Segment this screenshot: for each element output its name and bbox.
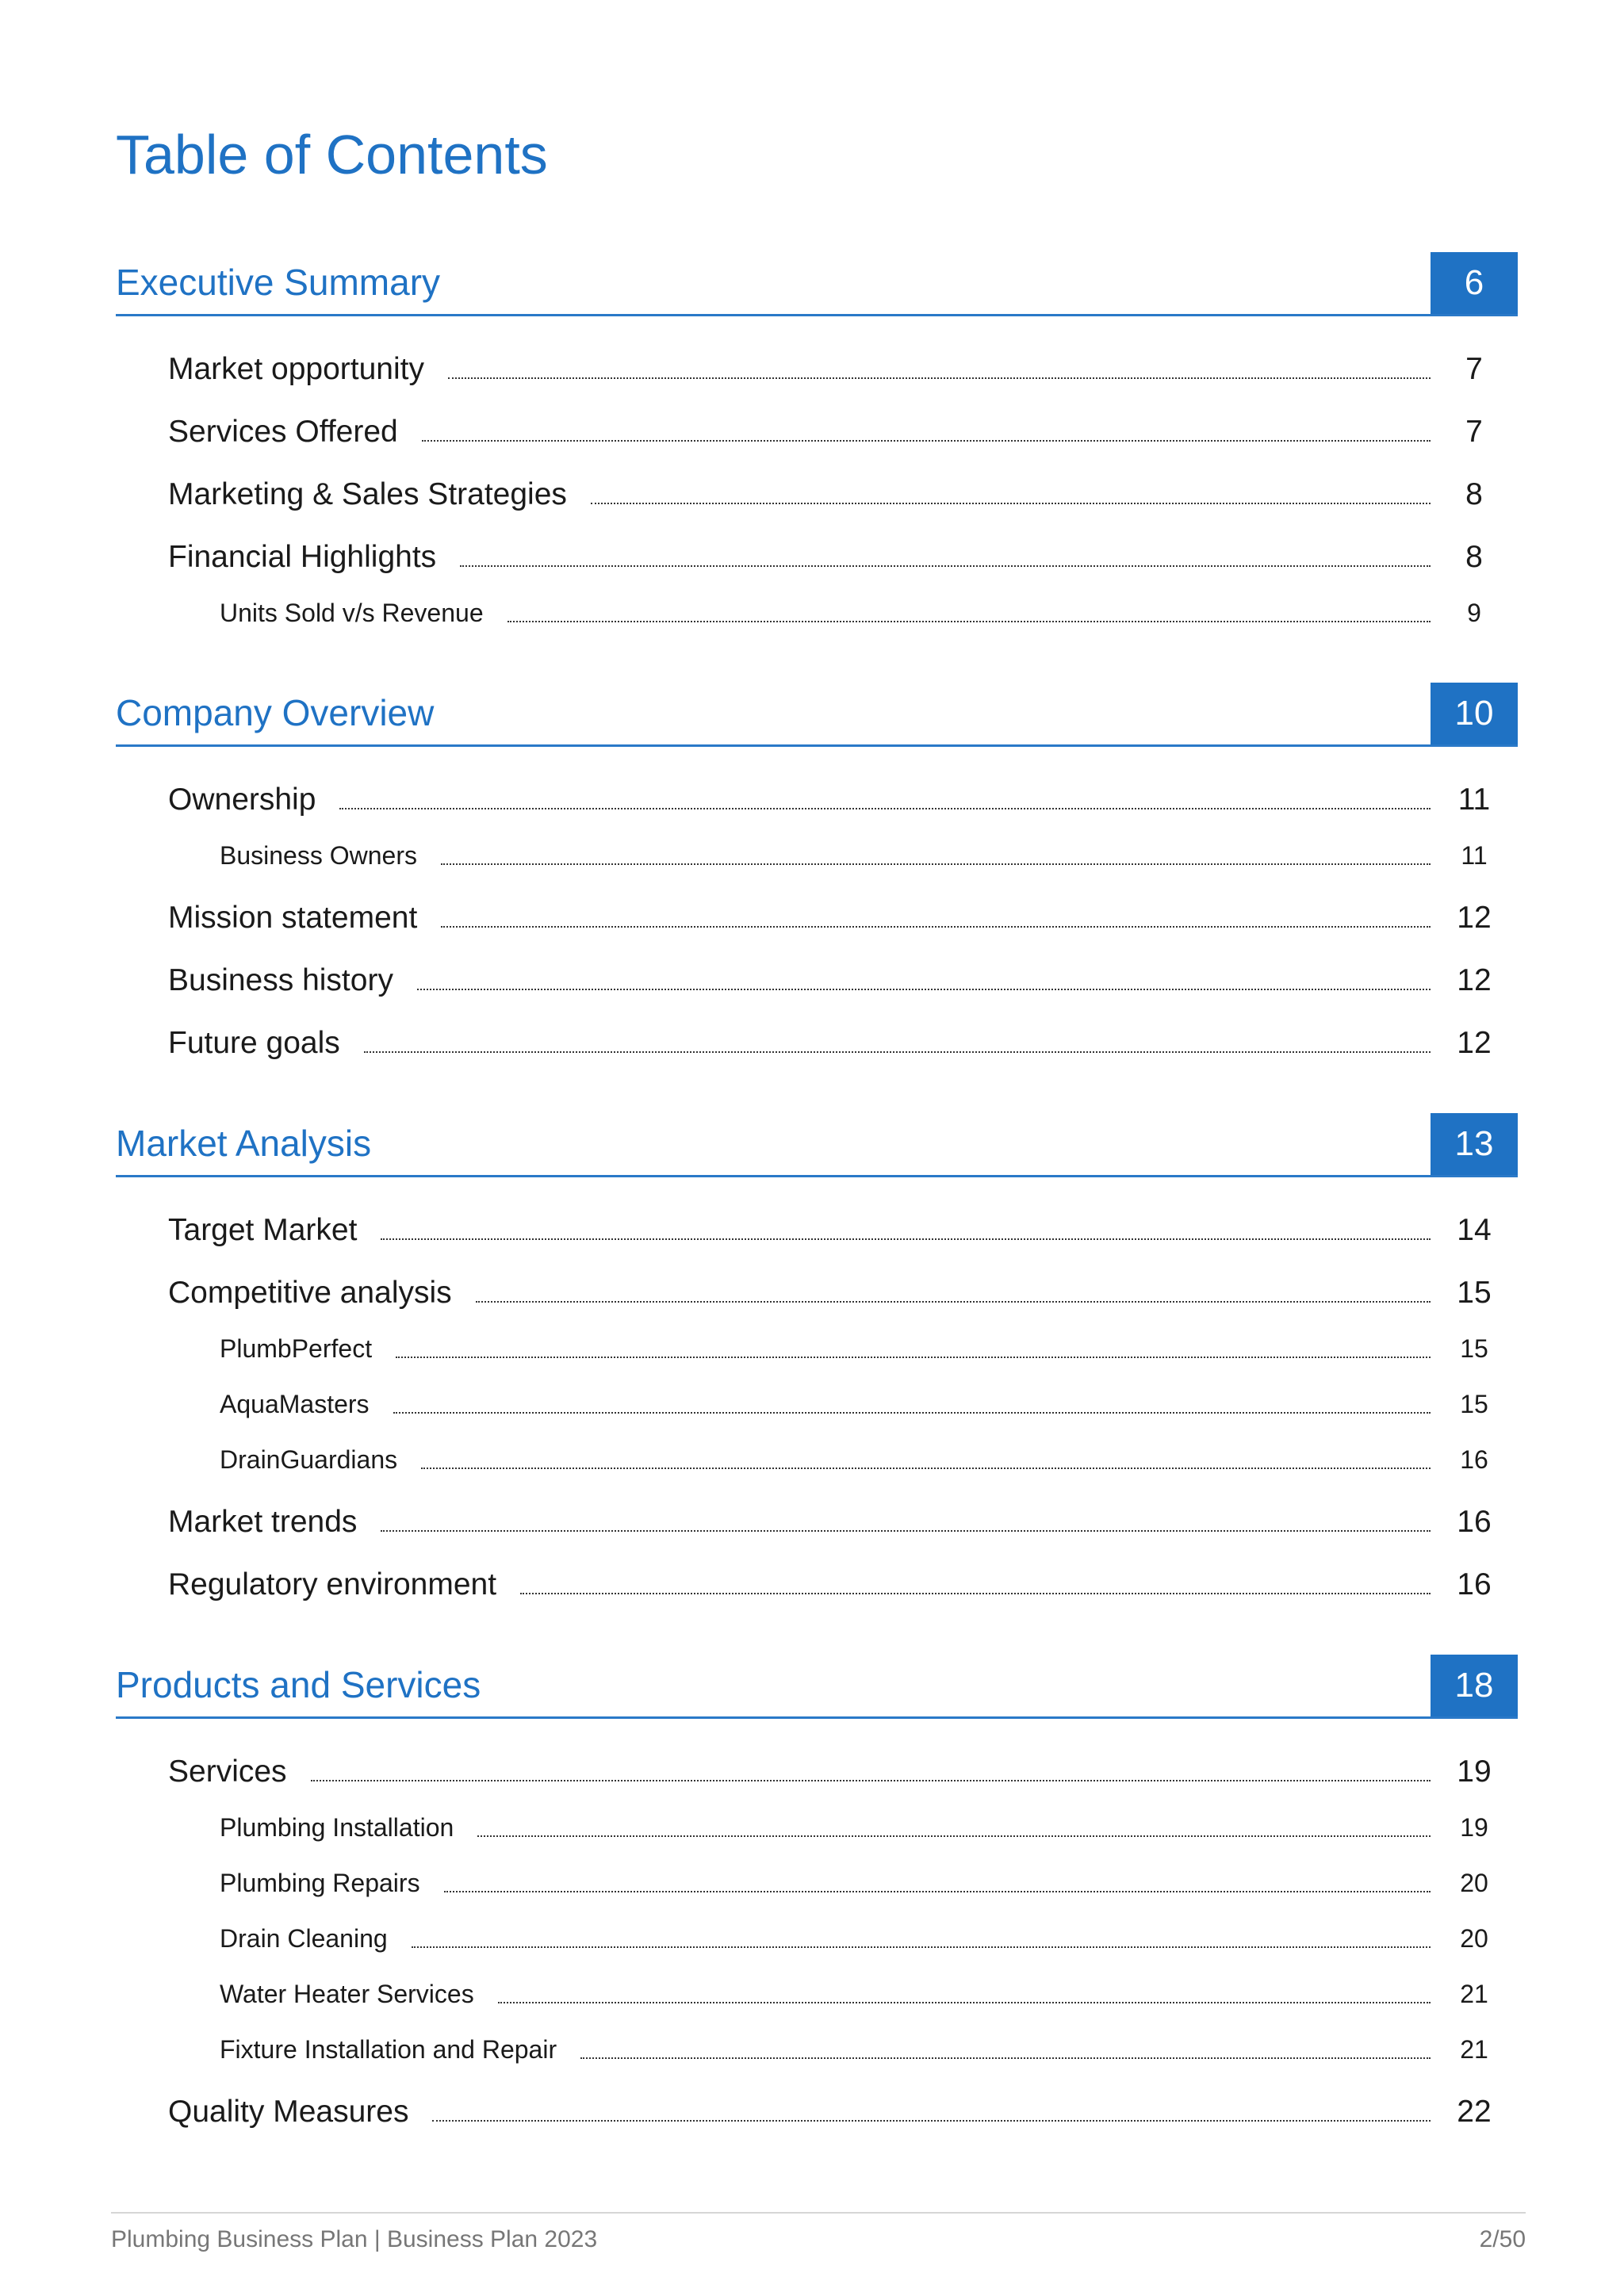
entry-label: Business history — [168, 963, 393, 997]
section-header[interactable] — [116, 252, 1518, 316]
dot-leader — [339, 808, 1431, 809]
entry-label: Market opportunity — [168, 352, 424, 386]
dot-leader — [311, 1780, 1431, 1781]
section-entries — [116, 1177, 1518, 1612]
dot-leader — [381, 1530, 1431, 1532]
entry-page-number: 9 — [1467, 599, 1481, 627]
entry-label: Future goals — [168, 1026, 340, 1060]
entry-page-number: 15 — [1457, 1276, 1492, 1310]
entry-label: Mission statement — [168, 901, 418, 935]
entry-page-number: 7 — [1465, 352, 1483, 386]
section-page-number: 18 — [1431, 1655, 1518, 1716]
toc-entry[interactable] — [116, 459, 1518, 522]
entry-page-number: 20 — [1460, 1924, 1488, 1953]
entry-label: Services — [168, 1755, 287, 1789]
dot-leader — [476, 1301, 1431, 1303]
toc-section — [116, 252, 1518, 640]
toc-entry[interactable] — [116, 764, 1518, 827]
entry-page-number: 15 — [1460, 1334, 1488, 1363]
section-page-number: 6 — [1431, 252, 1518, 314]
entry-page-number: 12 — [1457, 901, 1492, 935]
dot-leader — [381, 1238, 1431, 1240]
entry-label: Plumbing Repairs — [220, 1869, 420, 1897]
dot-leader — [580, 2057, 1431, 2059]
entry-label: Fixture Installation and Repair — [220, 2035, 557, 2064]
toc-entry[interactable] — [116, 522, 1518, 584]
dot-leader — [396, 1357, 1431, 1358]
entry-page-number: 11 — [1457, 783, 1491, 817]
entry-label: DrainGuardians — [220, 1445, 398, 1474]
dot-leader — [422, 440, 1431, 442]
footer-page-indicator: 2/50 — [1479, 2226, 1526, 2252]
toc-subentry[interactable] — [116, 1799, 1518, 1854]
toc-entry[interactable] — [116, 1736, 1518, 1799]
entry-label: Quality Measures — [168, 2095, 409, 2129]
toc-entry[interactable] — [116, 945, 1518, 1008]
toc-subentry[interactable] — [116, 1854, 1518, 1910]
toc-subentry[interactable] — [116, 1376, 1518, 1431]
section-page-number: 13 — [1431, 1113, 1518, 1175]
section-entries — [116, 747, 1518, 1070]
entry-page-number: 16 — [1457, 1567, 1492, 1601]
entry-label: Units Sold v/s Revenue — [220, 599, 484, 627]
entry-label: Marketing & Sales Strategies — [168, 477, 567, 511]
dot-leader — [441, 863, 1431, 865]
dot-leader — [364, 1051, 1431, 1053]
section-entries — [116, 1719, 1518, 2139]
entry-label: Target Market — [168, 1213, 358, 1247]
toc-subentry[interactable] — [116, 1965, 1518, 2021]
dot-leader — [432, 2120, 1431, 2122]
entry-label: AquaMasters — [220, 1390, 370, 1418]
section-entries — [116, 316, 1518, 640]
toc-entry[interactable] — [116, 882, 1518, 945]
entry-page-number: 19 — [1457, 1755, 1492, 1789]
entry-page-number: 15 — [1460, 1390, 1488, 1418]
entry-label: Market trends — [168, 1505, 358, 1539]
entry-label: Financial Highlights — [168, 540, 437, 574]
dot-leader — [444, 1891, 1431, 1892]
entry-page-number: 8 — [1465, 477, 1483, 511]
toc-subentry[interactable] — [116, 1431, 1518, 1487]
toc-entry[interactable] — [116, 1487, 1518, 1549]
entry-label: Water Heater Services — [220, 1980, 474, 2008]
footer-document-title: Plumbing Business Plan | Business Plan 2023 — [111, 2226, 598, 2252]
toc-subentry[interactable] — [116, 584, 1518, 640]
section-header[interactable] — [116, 1655, 1518, 1719]
dot-leader — [520, 1593, 1431, 1594]
toc-section — [116, 683, 1518, 1070]
entry-label: Business Owners — [220, 841, 417, 870]
toc-entry[interactable] — [116, 1549, 1518, 1612]
entry-label: Plumbing Installation — [220, 1813, 454, 1842]
entry-page-number: 7 — [1465, 415, 1483, 449]
toc-section — [116, 1655, 1518, 2139]
toc-subentry[interactable] — [116, 1910, 1518, 1965]
section-header[interactable] — [116, 1113, 1518, 1177]
entry-label: Drain Cleaning — [220, 1924, 388, 1953]
section-title[interactable]: Executive Summary — [116, 262, 441, 303]
dot-leader — [441, 926, 1431, 928]
entry-page-number: 21 — [1460, 1980, 1488, 2008]
entry-page-number: 16 — [1457, 1505, 1492, 1539]
page-title: Table of Contents — [116, 124, 548, 186]
entry-page-number: 22 — [1457, 2095, 1492, 2129]
toc-subentry[interactable] — [116, 2021, 1518, 2076]
dot-leader — [421, 1468, 1431, 1469]
entry-label: Regulatory environment — [168, 1567, 497, 1601]
dot-leader — [393, 1412, 1431, 1414]
section-page-number: 10 — [1431, 683, 1518, 744]
page-footer — [111, 2212, 1526, 2252]
toc-entry[interactable] — [116, 396, 1518, 459]
entry-page-number: 19 — [1460, 1813, 1488, 1842]
entry-page-number: 8 — [1465, 540, 1483, 574]
entry-page-number: 12 — [1457, 1026, 1492, 1060]
dot-leader — [417, 989, 1431, 990]
dot-leader — [412, 1946, 1431, 1948]
dot-leader — [460, 565, 1431, 567]
section-title[interactable]: Market Analysis — [116, 1123, 372, 1164]
entry-page-number: 11 — [1461, 841, 1488, 870]
entry-label: Competitive analysis — [168, 1276, 452, 1310]
toc-subentry[interactable] — [116, 827, 1518, 882]
entry-page-number: 21 — [1460, 2035, 1488, 2064]
dot-leader — [477, 1835, 1431, 1837]
section-title[interactable]: Company Overview — [116, 692, 435, 733]
toc-entry[interactable] — [116, 334, 1518, 396]
entry-label: Ownership — [168, 783, 316, 817]
entry-page-number: 16 — [1460, 1445, 1488, 1474]
dot-leader — [591, 503, 1431, 504]
toc-entry[interactable] — [116, 1195, 1518, 1257]
toc-entry[interactable] — [116, 2076, 1518, 2139]
dot-leader — [448, 377, 1431, 379]
entry-page-number: 14 — [1457, 1213, 1492, 1247]
dot-leader — [508, 621, 1431, 622]
toc-subentry[interactable] — [116, 1320, 1518, 1376]
entry-label: PlumbPerfect — [220, 1334, 373, 1363]
entry-page-number: 20 — [1460, 1869, 1488, 1897]
table-of-contents — [116, 252, 1518, 2182]
section-header[interactable] — [116, 683, 1518, 747]
toc-entry[interactable] — [116, 1008, 1518, 1070]
entry-label: Services Offered — [168, 415, 398, 449]
section-title[interactable]: Products and Services — [116, 1664, 481, 1705]
entry-page-number: 12 — [1457, 963, 1492, 997]
toc-entry[interactable] — [116, 1257, 1518, 1320]
toc-section — [116, 1113, 1518, 1612]
dot-leader — [498, 2002, 1431, 2003]
